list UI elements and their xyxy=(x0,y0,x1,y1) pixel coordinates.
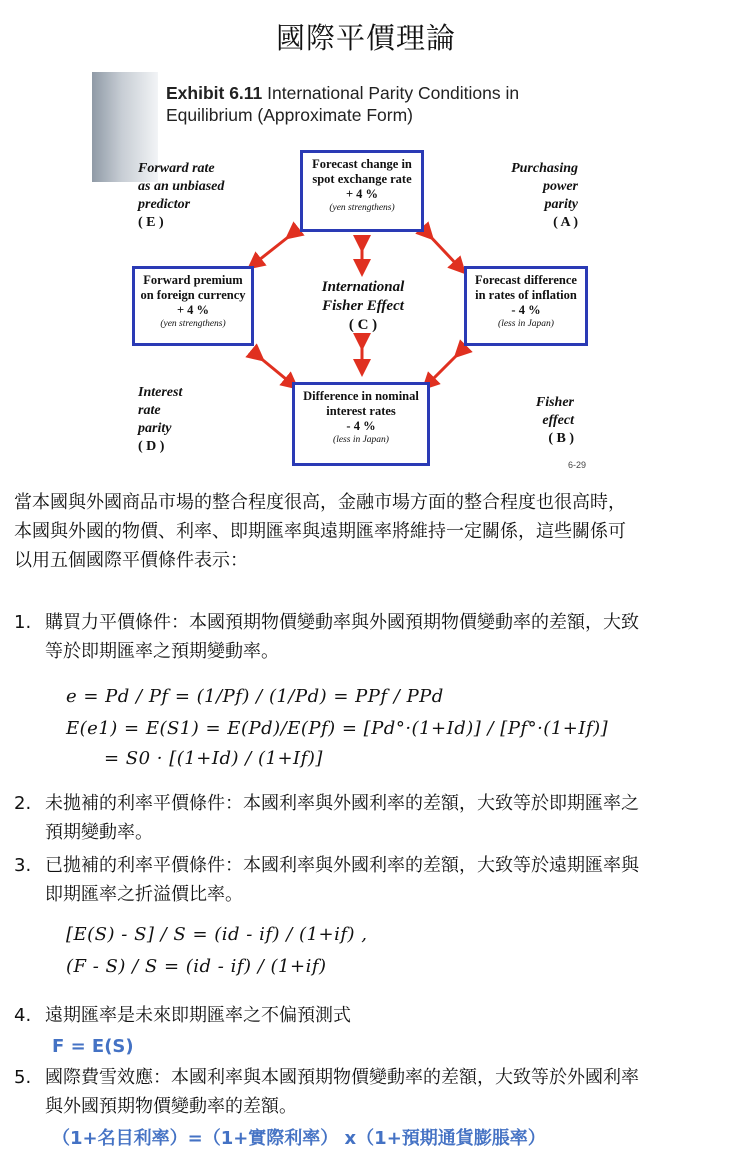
tl-line2: as an unbiased xyxy=(138,179,225,194)
box-bottom-note: (less in Japan) xyxy=(333,435,389,445)
exhibit-number: Exhibit 6.11 xyxy=(166,83,263,103)
handwritten-eq1-line3: = S0 · [(1+Id) / (1+If)] xyxy=(104,748,323,769)
bl-line1: Interest xyxy=(138,385,183,400)
list-item xyxy=(14,851,714,909)
item-line2: 預期變動率。 xyxy=(45,822,153,843)
intro-line3: 以用五個國際平價條件表示： xyxy=(14,550,248,571)
handwritten-eq1-line2: E(e1) = E(S1) = E(Pd)/E(Pf) = [Pd°·(1+Id)] / [Pf°·(1+If)] xyxy=(66,718,609,739)
exhibit-heading-line1: International Parity Conditions in xyxy=(267,83,520,103)
label-forward-rate-predictor xyxy=(138,160,224,232)
formula-forward-unbiased: F = E(S) xyxy=(52,1036,134,1057)
tr-line3: parity xyxy=(544,197,578,212)
box-inflation-difference xyxy=(464,266,588,346)
tl-line1: Forward rate xyxy=(138,161,215,176)
formula-fisher-equation: （1+名目利率）=（1+實際利率） x（1+預期通貨膨脹率） xyxy=(52,1128,546,1149)
item-line1: 已拋補的利率平價條件：本國利率與外國利率的差額，大致等於遠期匯率與 xyxy=(45,855,639,876)
tr-line1: Purchasing xyxy=(511,161,578,176)
list-item xyxy=(14,1001,714,1030)
box-left-percent: + 4 % xyxy=(176,303,210,317)
box-forward-premium xyxy=(132,266,254,346)
br-code: ( B ) xyxy=(548,431,574,446)
intro-line1: 當本國與外國商品市場的整合程度很高，金融市場方面的整合程度也很高時， xyxy=(14,492,626,513)
bl-line2: rate xyxy=(138,403,161,418)
label-interest-rate-parity xyxy=(138,384,182,456)
item-line1: 遠期匯率是未來即期匯率之不偏預測式 xyxy=(45,1005,351,1026)
box-left-line2: on foreign currency xyxy=(140,288,246,302)
exhibit-heading-line2: Equilibrium (Approximate Form) xyxy=(166,105,414,125)
item-line1: 國際費雪效應：本國利率與本國預期物價變動率的差額，大致等於外國利率 xyxy=(45,1067,639,1088)
arrow-bottom-right xyxy=(428,352,460,384)
box-right-line1: Forecast difference xyxy=(475,273,577,287)
arrow-bottom-left xyxy=(258,356,292,384)
box-nominal-interest-difference xyxy=(292,382,430,466)
box-left-line1: Forward premium xyxy=(143,273,243,287)
box-right-line2: in rates of inflation xyxy=(475,288,577,302)
list-item xyxy=(14,1063,714,1121)
slide-page-number: 6-29 xyxy=(568,460,587,470)
intro-line2: 本國與外國的物價、利率、即期匯率與遠期匯率將維持一定關係，這些關係可 xyxy=(14,521,626,542)
box-top-line2: spot exchange rate xyxy=(312,172,412,186)
list-item xyxy=(14,608,714,666)
bl-line3: parity xyxy=(138,421,172,436)
handwritten-eq3-line1: [E(S) - S] / S = (id - if) / (1+if) , xyxy=(66,924,368,945)
item-line1: 購買力平價條件：本國預期物價變動率與外國預期物價變動率的差額，大致 xyxy=(45,612,639,633)
item-line2: 與外國預期物價變動率的差額。 xyxy=(45,1096,297,1117)
tr-line2: power xyxy=(543,179,578,194)
box-bottom-percent: - 4 % xyxy=(346,419,376,433)
item-number: 5. xyxy=(14,1067,32,1088)
box-top-percent: + 4 % xyxy=(345,187,379,201)
label-purchasing-power-parity xyxy=(472,160,578,232)
item-number: 1. xyxy=(14,612,32,633)
box-left-note: (yen strengthens) xyxy=(160,319,226,329)
br-line1: Fisher xyxy=(535,395,574,410)
center-line2: Fisher Effect xyxy=(322,298,404,314)
box-forecast-spot-change xyxy=(300,150,424,232)
item-line2: 等於即期匯率之預期變動率。 xyxy=(45,641,279,662)
item-line2: 即期匯率之折溢價比率。 xyxy=(45,884,243,905)
tl-line3: predictor xyxy=(138,197,191,212)
list-item xyxy=(14,789,714,847)
tr-code: ( A ) xyxy=(553,215,578,230)
box-top-line1: Forecast change in xyxy=(312,157,412,171)
item-number: 3. xyxy=(14,855,32,876)
box-right-percent: - 4 % xyxy=(511,303,541,317)
box-right-note: (less in Japan) xyxy=(498,319,554,329)
center-line1: International xyxy=(321,279,405,295)
item-number: 2. xyxy=(14,793,32,814)
br-line2: effect xyxy=(542,413,574,428)
page-title: 國際平價理論 xyxy=(275,21,456,55)
handwritten-eq1-line1: e = Pd / Pf = (1/Pf) / (1/Pd) = PPf / PPd xyxy=(66,686,444,707)
center-international-fisher xyxy=(298,278,428,335)
item-line1: 未拋補的利率平價條件：本國利率與外國利率的差額，大致等於即期匯率之 xyxy=(45,793,639,814)
box-top-note: (yen strengthens) xyxy=(329,203,395,213)
tl-code: ( E ) xyxy=(138,215,164,230)
box-bottom-line2: interest rates xyxy=(326,404,396,418)
arrow-top-left xyxy=(254,234,292,264)
label-fisher-effect xyxy=(512,394,574,448)
box-bottom-line1: Difference in nominal xyxy=(303,389,419,403)
item-number: 4. xyxy=(14,1005,32,1026)
center-code: ( C ) xyxy=(348,317,378,333)
arrow-top-right xyxy=(428,234,460,268)
intro-paragraph xyxy=(14,488,714,575)
bl-code: ( D ) xyxy=(138,439,165,454)
handwritten-eq3-line2: (F - S) / S = (id - if) / (1+if) xyxy=(66,956,327,977)
exhibit-diagram xyxy=(92,72,604,472)
